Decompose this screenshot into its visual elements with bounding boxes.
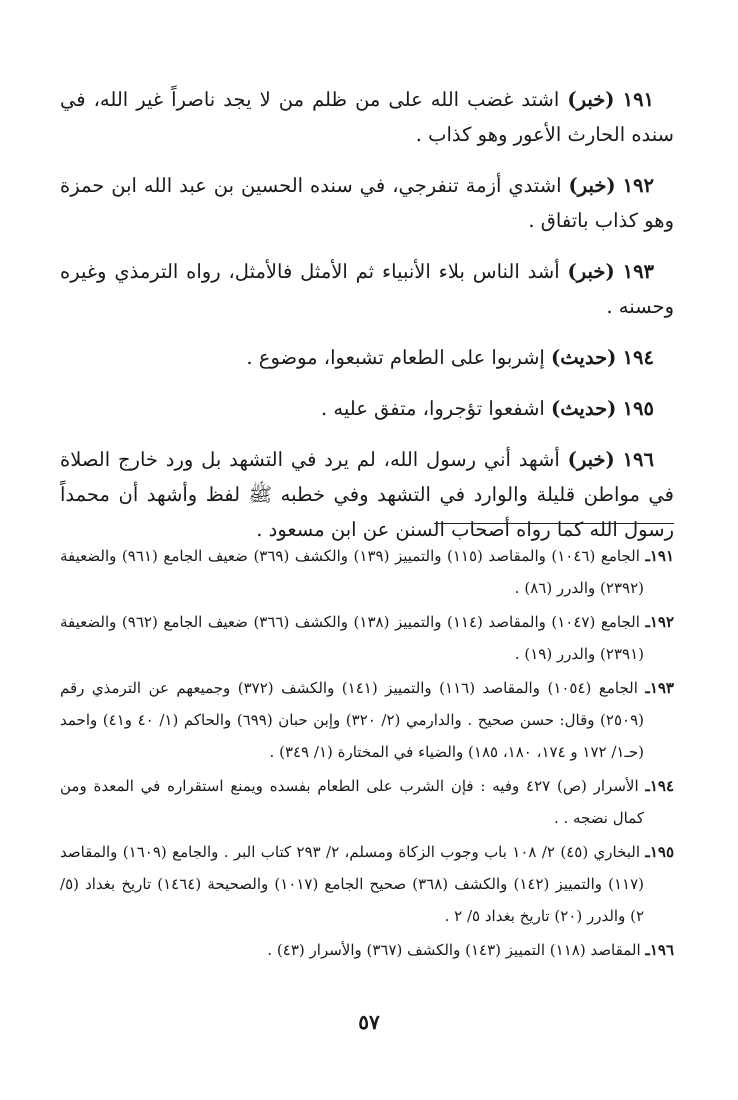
entry-194 — [60, 340, 674, 375]
page-number: ٥٧ — [358, 1010, 380, 1034]
footnote-text: الأسرار (ص) ٤٢٧ وفيه : فإن الشرب على الطعام بفسده ويمنع استقراره في المعدة ومن كمال نضجه . . — [60, 777, 644, 827]
entry-tag: (خبر) — [567, 88, 615, 111]
footnote-text: الجامع (١٠٤٧) والمقاصد (١١٤) والتمييز (١٣٨) والكشف (٣٦٦) ضعيف الجامع (٩٦٢) والضعيفة (٢٣٩١) والدرر (١٩) . — [60, 613, 644, 663]
footnote-number: ١٩٢ـ — [645, 613, 675, 631]
footnote-number: ١٩٦ـ — [645, 941, 674, 959]
entry-text: اشتدي أزمة تنفرجي، في سنده الحسين بن عبد الله ابن حمزة وهو كذاب باتفاق . — [60, 174, 674, 232]
footnotes — [60, 540, 674, 968]
footnote-194 — [60, 770, 674, 834]
footnote-196 — [60, 934, 674, 966]
footnote-191 — [60, 540, 674, 604]
entry-tag: (خبر) — [568, 174, 616, 197]
footnote-text: الجامع (١٠٥٤) والمقاصد (١١٦) والتمييز (١٤١) والكشف (٣٧٢) وجميعهم عن الترمذي رقم (٢٥٠٩) وقال: حسن صحيح . والدارمي (٢/ ٣٢٠) وإبن حبان (٦٩٩) والحاكم (١/ ٤٠ و٤١) واحمد (حـ١/ ١٧٢ و ١٧٤، ١٨٠، ١٨٥) والضياء في المختارة (١/ ٣٤٩) . — [60, 679, 645, 761]
entry-195 — [60, 391, 674, 426]
main-text — [60, 82, 674, 563]
entry-tag: (حديث) — [551, 346, 617, 369]
entry-tag: (خبر) — [567, 448, 615, 471]
entry-number: ١٩٥ — [622, 397, 654, 420]
entry-text: أشد الناس بلاء الأنبياء ثم الأمثل فالأمثل، رواه الترمذي وغيره وحسنه . — [60, 260, 674, 318]
footnote-divider — [434, 523, 674, 524]
entry-text: اشتد غضب الله على من ظلم من لا يجد ناصراً غير الله، في سنده الحارث الأعور وهو كذاب . — [60, 88, 674, 146]
entry-tag: (خبر) — [567, 260, 615, 283]
entry-text: إشربوا على الطعام تشبعوا، موضوع . — [246, 346, 545, 369]
entry-number: ١٩١ — [622, 88, 655, 111]
footnote-193 — [60, 672, 674, 768]
entry-193 — [60, 254, 674, 324]
footnote-number: ١٩٣ـ — [645, 679, 674, 697]
footnote-number: ١٩٤ـ — [645, 777, 674, 795]
footnote-text: الجامع (١٠٤٦) والمقاصد (١١٥) والتمييز (١٣٩) والكشف (٣٦٩) ضعيف الجامع (٩٦١) والضعيفة (٢٣٩٢) والدرر (٨٦) . — [60, 547, 644, 597]
entry-192 — [60, 168, 674, 238]
entry-number: ١٩٣ — [622, 260, 655, 283]
footnote-text: المقاصد (١١٨) التمييز (١٤٣) والكشف (٣٦٧) والأسرار (٤٣) . — [267, 941, 641, 959]
footnote-text: البخاري (٤٥) ٢/ ١٠٨ باب وجوب الزكاة ومسلم، ٢/ ٢٩٣ كتاب البر . والجامع (١٦٠٩) والمقاصد (١١٧) والتمييز (١٤٢) والكشف (٣٦٨) صحيح الجامع (١٠١٧) والصحيحة (١٤٦٤) تاريخ بغداد (٥/ ٢) والدرر (٢٠) تاريخ بغداد ٥/ ٢ . — [60, 843, 644, 925]
entry-number: ١٩٢ — [622, 174, 654, 197]
entry-tag: (حديث) — [551, 397, 617, 420]
entry-191 — [60, 82, 674, 152]
entry-number: ١٩٤ — [622, 346, 654, 369]
footnote-195 — [60, 836, 674, 932]
footnote-number: ١٩١ـ — [645, 547, 675, 565]
footnote-192 — [60, 606, 674, 670]
entry-text: اشفعوا تؤجروا، متفق عليه . — [321, 397, 545, 420]
entry-196 — [60, 442, 674, 547]
footnote-number: ١٩٥ـ — [645, 843, 674, 861]
entry-number: ١٩٦ — [622, 448, 654, 471]
entry-text: أشهد أني رسول الله، لم يرد في التشهد بل ورد خارج الصلاة في مواطن قليلة والوارد في التشهد وفي خطبه ﷺ لفظ وأشهد أن محمداً رسول الله كما رواه أصحاب السنن عن ابن مسعود . — [60, 448, 674, 541]
